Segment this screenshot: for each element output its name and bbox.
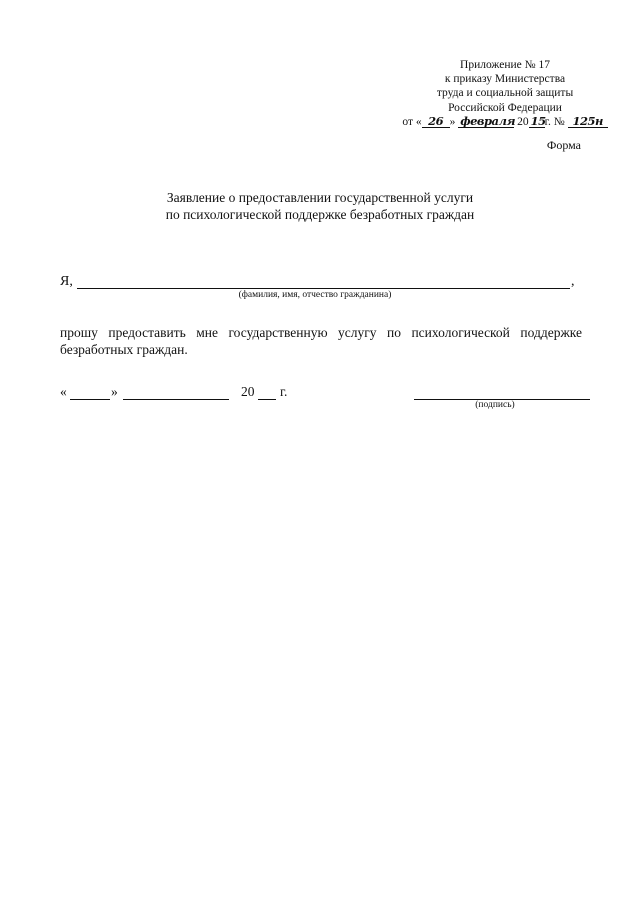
order-from-prefix: от « [402, 115, 422, 128]
applicant-prefix: Я, [60, 274, 73, 289]
date-year-field[interactable] [258, 399, 276, 400]
order-number: 125н [568, 115, 608, 128]
signature-hint: (подпись) [475, 400, 515, 410]
applicant-hint: (фамилия, имя, отчество гражданина) [238, 290, 392, 300]
order-year-prefix: 20 [517, 115, 529, 128]
date-month-field[interactable] [123, 399, 229, 400]
applicant-name-field[interactable] [77, 288, 570, 289]
order-day: 26 [422, 115, 450, 128]
order-year-suffix: 15 [530, 113, 546, 128]
order-year-tail: г. № [544, 115, 565, 128]
date-year-suffix: г. [280, 384, 288, 399]
document-title [0, 189, 640, 223]
date-day-field[interactable] [70, 399, 110, 400]
appendix-order-line [390, 115, 620, 129]
date-open-quote: « [60, 384, 67, 399]
appendix-line-3: труда и социальной защиты [436, 87, 574, 100]
appendix-line-4: Российской Федерации [448, 101, 562, 114]
appendix-block [390, 58, 620, 129]
date-year-prefix: 20 [241, 384, 255, 399]
title-line-2: по психологической поддержке безработных граждан [165, 207, 475, 222]
applicant-row [60, 274, 582, 290]
title-line-1: Заявление о предоставлении государственной услуги [166, 190, 474, 205]
date-close-quote: » [111, 384, 118, 399]
order-mid-quote: » [449, 115, 456, 128]
request-text [60, 324, 582, 358]
appendix-line-1: Приложение № 17 [460, 59, 550, 71]
request-line-2: безработных граждан. [60, 342, 188, 357]
order-month: февраля [460, 113, 516, 128]
request-line-1: прошу предоставить мне государственную услугу по психологической поддержке [60, 325, 582, 340]
applicant-suffix: , [571, 274, 575, 289]
form-label: Форма [546, 138, 581, 152]
appendix-line-2: к приказу Министерства [444, 73, 566, 86]
